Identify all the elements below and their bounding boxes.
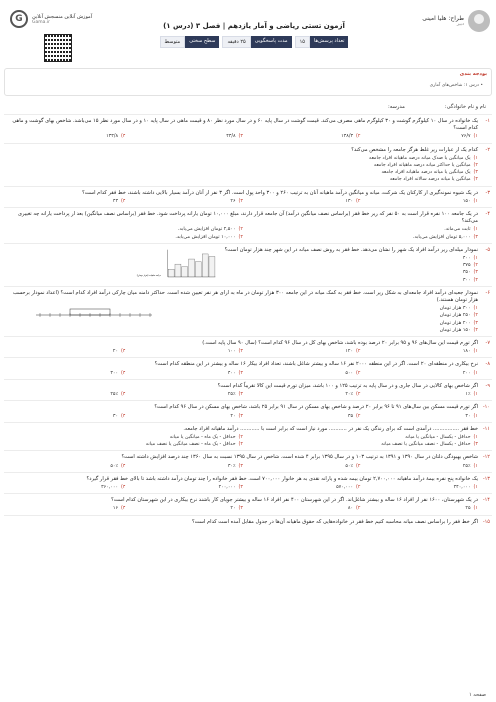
options <box>8 370 478 377</box>
option-text: ۳۵ <box>347 413 354 419</box>
option-mark: ۲) <box>356 198 361 204</box>
option-text: ۳۰۰ هزار تومان <box>439 306 471 312</box>
option-text: ۴۰ <box>230 413 236 419</box>
options <box>8 155 478 184</box>
option-mark: ۱) <box>473 392 478 398</box>
option-1[interactable] <box>243 434 478 441</box>
option-text: یک میانگین یا صدک میانه درصد ماهیانه افراد جامعه <box>369 155 471 161</box>
option-mark: ۴) <box>473 277 478 283</box>
option-2[interactable] <box>243 391 361 398</box>
option-mark: ۳) <box>473 170 478 176</box>
option-mark: ۱) <box>473 506 478 512</box>
question-item <box>4 515 492 528</box>
option-text: ۳۶۰,۰۰۰ <box>101 484 119 490</box>
option-3[interactable] <box>126 484 244 491</box>
option-mark: ۱) <box>473 155 478 161</box>
qr-code-icon <box>44 34 72 62</box>
option-mark: ۴) <box>121 198 126 204</box>
option-text: یک میانگین یا میانه درصد ماهیانه افراد جامعه <box>381 170 471 176</box>
option-text: ۲,۵۰۰ تومان افزایش می‌یابد. <box>177 227 236 233</box>
option-text: ۲۰ <box>112 349 119 355</box>
exam-info <box>124 12 384 48</box>
option-text: ۲۵٪ <box>227 392 236 398</box>
question-item <box>4 114 492 143</box>
option-2[interactable] <box>243 198 361 205</box>
option-mark: ۱) <box>473 349 478 355</box>
options <box>8 505 478 512</box>
option-3[interactable] <box>8 169 478 176</box>
question-text: کدام یک از عبارات زیر غلط هرگز جامعه را مشخص می‌کند؟ <box>351 146 478 153</box>
option-mark: ۴) <box>121 463 126 469</box>
exam-title: آزمون تستی ریاضی و آمار یازدهم | فصل ۳ (درس ۱) <box>163 22 345 30</box>
exam-page <box>4 6 492 698</box>
option-mark: ۴) <box>121 392 126 398</box>
question-item <box>4 450 492 471</box>
option-mark: ۳) <box>473 234 478 240</box>
budget-box <box>4 68 492 96</box>
budget-title: بودجه بندی <box>459 71 487 77</box>
question-text: اگر شاخص بهای کالایی در سال جاری و در سال پایه به ترتیب ۱۲۵ و ۱۰۰ باشد، میزان تورم قیمت این کالا تقریباً کدام است؟ <box>217 382 478 389</box>
option-3[interactable] <box>126 505 244 512</box>
option-text: ۵,۰۰۰ تومان افزایش می‌یابد. <box>412 234 471 240</box>
option-3[interactable] <box>126 198 244 205</box>
options <box>8 133 478 140</box>
option-4[interactable] <box>8 277 478 284</box>
question-item <box>4 286 492 336</box>
question-text: در یک شهرستان، ۱۶۰۰ نفر از افراد ۱۶ ساله و بیشتر شاغل‌اند. اگر در این شهرستان ۴۰۰ نفر افراد ۱۶ ساله و بیشتر جویای کار باشند نرخ بیکاری در این شهرستان کدام است؟ <box>111 497 478 504</box>
option-mark: ۳) <box>238 349 243 355</box>
box-plot <box>34 303 154 323</box>
meta-value: ۱۵ <box>295 36 310 48</box>
option-mark: ۱) <box>473 198 478 204</box>
option-4[interactable] <box>8 370 126 377</box>
options <box>8 226 478 240</box>
avatar <box>468 10 490 32</box>
option-2[interactable] <box>243 505 361 512</box>
option-4[interactable] <box>8 348 126 355</box>
question-number: ۸- <box>485 361 490 368</box>
chart-bar <box>175 264 181 277</box>
meta-value: متوسط <box>160 36 186 48</box>
option-mark: ۲) <box>356 506 361 512</box>
question-number: ۵- <box>485 246 490 253</box>
meta-chip <box>295 36 349 48</box>
option-1[interactable] <box>361 413 479 420</box>
brand-name: آموزش آنلاین منسجش آنلاین <box>32 13 93 20</box>
option-4[interactable] <box>8 176 478 183</box>
question-text: در یک شیوه نمونه‌گیری از کارکنان یک شرکت، میانه و میانگین درآمد ماهیانه آنان به ترتیب ۲۶۰ و ۳۰۰ واحد پول است. اگر ۳ نفر از آنان درآمد بسیار بالایی داشته باشند، خط فقر کدام است؟ <box>82 189 478 196</box>
option-2[interactable] <box>243 484 361 491</box>
option-3[interactable] <box>126 463 244 470</box>
option-mark: ۱) <box>473 370 478 376</box>
option-text: ۳۵۰ <box>462 270 471 276</box>
option-text: ۱۵۰ هزار تومان <box>439 327 471 333</box>
question-item <box>4 207 492 243</box>
chart-xlabel: درآمد ماهیانه (هزار تومان) <box>136 273 161 277</box>
question-item <box>4 357 492 378</box>
option-1[interactable] <box>361 484 479 491</box>
option-mark: ۱) <box>473 463 478 469</box>
option-mark: ۲) <box>356 349 361 355</box>
author-name: طراح: هلیا امینی <box>422 15 464 22</box>
option-mark: ۲) <box>356 413 361 419</box>
option-mark: ۳) <box>473 320 478 326</box>
option-text: ۸۰ <box>347 506 354 512</box>
option-3[interactable] <box>126 133 244 140</box>
brand-site: Gama.ir <box>32 19 50 25</box>
option-1[interactable] <box>361 198 479 205</box>
question-number: ۱۲- <box>482 454 490 461</box>
question-list <box>4 114 492 528</box>
option-text: ۴۴۰,۰۰۰ <box>453 484 471 490</box>
option-1[interactable] <box>361 133 479 140</box>
option-mark: ۴) <box>473 327 478 333</box>
option-mark: ۳) <box>473 442 478 448</box>
option-text: ۲۵ <box>465 506 471 512</box>
income-bar-chart <box>136 248 224 282</box>
option-4[interactable] <box>8 413 126 420</box>
option-text: ۴۰۰ <box>227 370 236 376</box>
option-mark: ۲) <box>356 484 361 490</box>
option-4[interactable] <box>8 133 126 140</box>
chart-bar <box>209 256 215 276</box>
option-text: ۲۶ <box>230 198 236 204</box>
option-mark: ۲) <box>238 227 243 233</box>
option-2[interactable] <box>8 262 478 269</box>
option-3[interactable] <box>8 269 478 276</box>
option-2[interactable] <box>8 162 478 169</box>
option-4[interactable] <box>8 327 478 334</box>
option-text: میانگین یا حداکثر میانه درصد ماهیانه افراد جامعه <box>373 163 471 169</box>
question-number: ۹- <box>485 382 490 389</box>
option-2[interactable] <box>8 434 243 441</box>
option-4[interactable] <box>8 463 126 470</box>
option-mark: ۱) <box>473 306 478 312</box>
option-4[interactable] <box>8 505 126 512</box>
option-text: ۲۰٪ <box>345 392 354 398</box>
option-text: ۵۰۰ <box>345 370 354 376</box>
option-text: ثابت می‌ماند. <box>444 227 471 233</box>
question-text: اگر تورم قیمت مسکن بین سال‌های ۹۱ تا ۹۶ برابر ۲۰ درصد و شاخص بهای مسکن در سال ۹۱ برابر ۲۵ باشد، شاخص بهای مسکن در سال ۹۶ کدام است؟ <box>154 404 478 411</box>
option-mark: ۴) <box>121 506 126 512</box>
question-item <box>4 472 492 493</box>
option-4[interactable] <box>8 391 126 398</box>
author-block <box>422 6 492 32</box>
option-2[interactable] <box>243 348 361 355</box>
option-mark: ۳) <box>238 392 243 398</box>
options <box>8 391 478 398</box>
option-text: ۳۰۰ <box>462 277 471 283</box>
question-number: ۱۵- <box>482 518 490 525</box>
option-3[interactable] <box>243 441 478 448</box>
option-text: ۲۵٪ <box>462 463 471 469</box>
option-text: حداقل - یک ماه - میانگین یا میانه <box>169 434 236 440</box>
option-mark: ۳) <box>238 463 243 469</box>
question-number: ۲- <box>485 146 490 153</box>
brand-logo-icon: G <box>10 10 28 28</box>
option-text: ۳۰۰ <box>110 370 119 376</box>
options <box>8 434 478 448</box>
question-number: ۷- <box>485 340 490 347</box>
option-text: ۷۶/۷ <box>461 134 471 140</box>
option-mark: ۱) <box>473 484 478 490</box>
option-text: ۱۰,۰۰۰ تومان افزایش می‌یابد. <box>175 234 236 240</box>
option-1[interactable] <box>361 391 479 398</box>
option-mark: ۲) <box>238 434 243 440</box>
option-mark: ۴) <box>121 134 126 140</box>
option-mark: ۴) <box>473 177 478 183</box>
option-mark: ۴) <box>121 370 126 376</box>
option-text: ۲۰۰,۰۰۰ <box>218 484 236 490</box>
options <box>8 255 478 284</box>
option-text: ۳۰٪ <box>227 463 236 469</box>
option-text: حداقل - یکسال - میانگین یا میانه <box>405 434 471 440</box>
question-item <box>4 336 492 357</box>
option-text: ۱۰۰ <box>227 349 236 355</box>
options <box>8 484 478 491</box>
option-mark: ۴) <box>121 484 126 490</box>
option-2[interactable] <box>243 463 361 470</box>
student-info-row <box>4 104 486 110</box>
option-text: ۲۰۰ <box>462 370 471 376</box>
option-3[interactable] <box>126 391 244 398</box>
question-text: اگر تورم قیمت این سال‌های ۹۶ و ۹۵ برابر ۲۰ درصد بوده باشد، شاخص بهای کل در سال ۹۶ کدام است؟ (سال ۹۰ سال پایه است.) <box>202 340 478 347</box>
option-mark: ۳) <box>473 270 478 276</box>
option-text: ۴۳/۸ <box>226 134 236 140</box>
option-text: میانگین یا میانه درصد سالانه افراد جامعه <box>389 177 471 183</box>
option-text: حداقل - یک ماه - نصف میانگین یا نصف میانه <box>145 442 236 448</box>
question-number: ۱۳- <box>482 475 490 482</box>
option-1[interactable] <box>361 370 479 377</box>
option-text: ۴۰۰ <box>462 256 471 262</box>
meta-key: تعداد پرسش‌ها <box>310 36 349 48</box>
question-item <box>4 186 492 207</box>
option-text: ۳۰ <box>112 413 119 419</box>
question-text: نرخ بیکاری در منطقه‌ای ۲۰ است. اگر در این منطقه ۲۰۰۰ نفر ۱۶ ساله و بیشتر شاغل باشند، تعداد افراد بیکار ۱۶ ساله و بیشتر در این منطقه کدام است؟ <box>154 361 478 368</box>
question-text: شاخص بهبودگی دلتان در سال ۱۳۹۰ و ۱۳۹۱ به ترتیب ۱۰۳ و در سال ۱۳۹۵ برابر ۴ شده است. شاخص در سال ۱۳۹۵ نسبت به سال ۱۳۶۰ چند درصد افزایش داشته است؟ <box>121 454 478 461</box>
brand-block <box>4 6 92 28</box>
meta-value: ۲۵ دقیقه <box>222 36 250 48</box>
question-number: ۱۴- <box>482 497 490 504</box>
question-text: در یک جامعه ۱۰۰ نفره قرار است به ۵۰ نفر که زیر خط فقر (براساس نصف میانگین درآمد) آن جامعه قرار دارند، مبلغ ۱۰,۰۰۰ تومان یارانه پرداخت شود. خط فقر (براساس نصف میانگین) بعد از پرداخت یارانه چه تغییری می‌کند؟ <box>17 211 478 225</box>
option-mark: ۱) <box>473 134 478 140</box>
option-mark: ۲) <box>473 263 478 269</box>
meta-key: سطح سختی <box>185 36 219 48</box>
option-mark: ۲) <box>473 163 478 169</box>
meta-key: مدت پاسخگویی <box>251 36 292 48</box>
option-2[interactable] <box>243 413 361 420</box>
option-text: ۱۳۰ <box>345 198 354 204</box>
option-2[interactable] <box>243 133 361 140</box>
option-4[interactable] <box>8 198 126 205</box>
option-1[interactable] <box>8 155 478 162</box>
option-1[interactable] <box>361 463 479 470</box>
question-text: اگر خط فقر را براساس نصف میانه محاسبه کنیم خط فقر در خانواده‌هایی که حقوق ماهیانه آن‌ها در جدول مقابل آمده است کدام است؟ <box>192 518 478 525</box>
question-number: ۶- <box>485 289 490 296</box>
option-mark: ۲) <box>356 134 361 140</box>
chart-bar <box>202 254 208 277</box>
option-text: ۲۰۰ هزار تومان <box>439 320 471 326</box>
chart-bar <box>182 267 188 277</box>
exam-meta <box>124 36 384 48</box>
chart-bar <box>189 259 195 277</box>
question-item <box>4 143 492 186</box>
option-2[interactable] <box>243 370 361 377</box>
question-number: ۱۱- <box>482 425 490 432</box>
option-mark: ۲) <box>356 392 361 398</box>
options <box>8 198 478 205</box>
chart-bar <box>195 261 201 276</box>
question-number: ۱- <box>485 118 490 124</box>
option-4[interactable] <box>8 484 126 491</box>
question-item <box>4 493 492 514</box>
option-3[interactable] <box>126 413 244 420</box>
option-mark: ۳) <box>238 198 243 204</box>
option-mark: ۲) <box>356 463 361 469</box>
question-item <box>4 422 492 451</box>
options <box>8 348 478 355</box>
question-item <box>4 243 492 286</box>
meta-chip <box>160 36 220 48</box>
option-text: ۵۰٪ <box>345 463 354 469</box>
option-2[interactable] <box>8 226 243 233</box>
option-text: ۳۷۵ <box>462 263 471 269</box>
question-text: خط فقر ................ درآمدی است که برای زندگی یک نفر در ........... مورد نیاز است که برابر است با ............ درآمد ماهیانه افراد جامعه. <box>183 425 478 432</box>
option-4[interactable] <box>8 234 243 241</box>
option-text: حداقل - یکسال - نصف میانگین یا نصف میانه <box>381 442 471 448</box>
option-text: ۵۰٪ <box>110 463 119 469</box>
question-text: یک خانواده پنج نفره بیمهٔ درآمد ماهیانه ۲,۷۰۰,۰۰۰ تومان بیمه شده و یارانه نقدی به هر خانوار ۷۰۰,۰۰۰ است. خط فقر خانواده را چند تومان درآمد داشته باشد تا بالای خط فقر قرار گیرد؟ <box>86 475 478 482</box>
option-mark: ۲) <box>356 370 361 376</box>
question-item <box>4 400 492 421</box>
question-number: ۱۰- <box>482 404 490 411</box>
option-1[interactable] <box>243 226 478 233</box>
chart-bar <box>168 269 174 277</box>
student-name-label: نام و نام خانوادگی: <box>444 104 486 110</box>
option-mark: ۴) <box>121 413 126 419</box>
school-label: مدرسه: <box>387 104 405 110</box>
option-text: ۲۰ <box>230 506 236 512</box>
option-text: ۲۵۰ هزار تومان <box>439 313 471 319</box>
option-mark: ۴) <box>121 349 126 355</box>
option-text: ۱۳۸/۳ <box>341 134 354 140</box>
question-text: نمودار میله‌ای زیر درآمد افراد یک شهر را نشان می‌دهد. خط فقر به روش نصف میانه در این شهر چند هزار تومان است؟ <box>224 246 478 253</box>
option-mark: ۱) <box>473 413 478 419</box>
option-mark: ۳) <box>238 484 243 490</box>
page-number: صفحه ۱ <box>469 692 486 698</box>
option-mark: ۱) <box>473 227 478 233</box>
option-mark: ۳) <box>238 506 243 512</box>
option-text: ۱۸۰ <box>462 349 471 355</box>
option-text: ۳۰ <box>465 413 471 419</box>
option-text: ۵۷۰,۰۰۰ <box>336 484 354 490</box>
option-text: ۱٪ <box>465 392 471 398</box>
option-mark: ۱) <box>473 434 478 440</box>
option-4[interactable] <box>8 441 243 448</box>
option-mark: ۳) <box>238 370 243 376</box>
option-3[interactable] <box>126 370 244 377</box>
option-1[interactable] <box>361 505 479 512</box>
author-role: دبیر <box>456 22 464 27</box>
option-text: ۴۳ <box>112 198 119 204</box>
option-text: ۱۶ <box>112 506 119 512</box>
options <box>8 413 478 420</box>
option-3[interactable] <box>243 234 478 241</box>
option-text: ۱۵۰ <box>462 198 471 204</box>
option-text: ۱۲۰ <box>345 349 354 355</box>
options <box>8 463 478 470</box>
option-1[interactable] <box>8 255 478 262</box>
meta-chip <box>222 36 291 48</box>
question-text: یک خانواده در سال ۱۰ کیلوگرم گوشت و ۳۰ کیلوگرم ماهی مصرف می‌کند. قیمت گوشت در سال پایه ۶۰ و در سال مورد نظر ۸۰ و قیمت ماهی در سال پایه ۱۰ و در سال مورد نظر ۱۵ می‌باشد. شاخص بهای گوشت و ماهی کدام است؟ <box>12 118 478 132</box>
option-text: ۱۳۳/۸ <box>106 134 119 140</box>
option-mark: ۳) <box>238 134 243 140</box>
option-mark: ۱) <box>473 256 478 262</box>
question-text: نمودار جعبه‌ای درآمد افراد جامعه‌ای به شکل زیر است. خط فقر به کمک میانه در این جامعه ۳۰۰ هزار تومان در ماه به ازای هر نفر تعیین شده است. حداکثر دامنه میان چارکی درآمد افراد کدام است؟ (اعداد نمودار برحسب هزار تومان هستند.) <box>12 289 478 304</box>
option-text: ۲۵٪ <box>110 392 119 398</box>
question-number: ۳- <box>485 189 490 196</box>
option-mark: ۲) <box>473 313 478 319</box>
option-mark: ۴) <box>238 442 243 448</box>
option-mark: ۳) <box>238 413 243 419</box>
budget-item: • درس ۱: شاخص‌های آماری <box>429 83 483 88</box>
question-item <box>4 379 492 400</box>
question-number: ۴- <box>485 211 490 218</box>
option-mark: ۴) <box>238 234 243 240</box>
option-3[interactable] <box>126 348 244 355</box>
option-1[interactable] <box>361 348 479 355</box>
